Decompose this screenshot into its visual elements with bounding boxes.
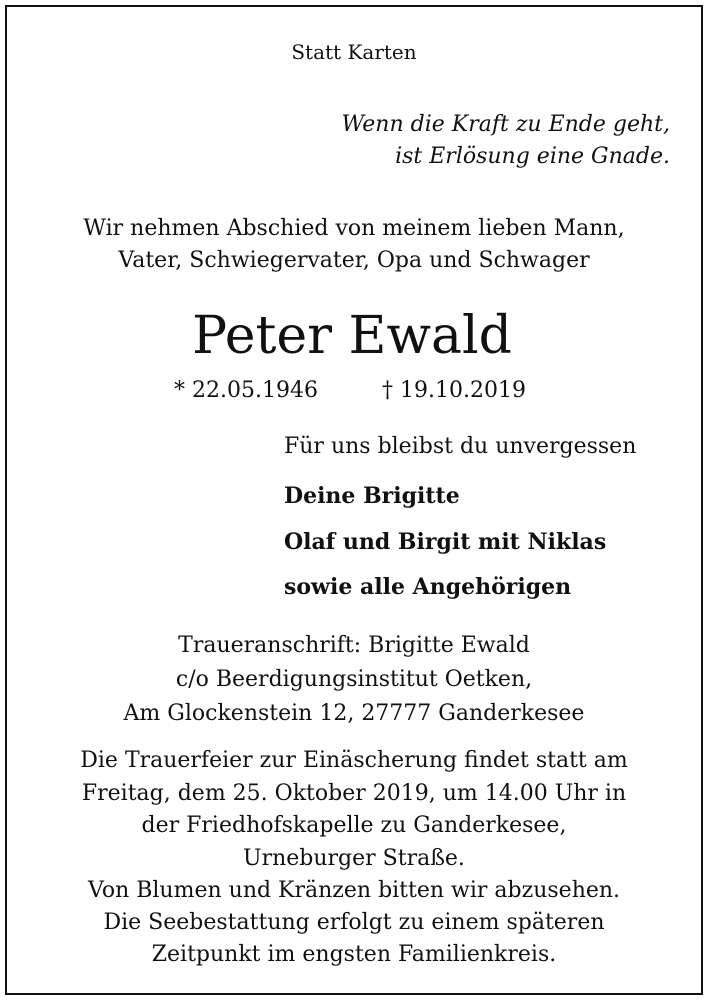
intro-line-2: Vater, Schwiegervater, Opa und Schwager bbox=[118, 248, 590, 273]
mourner-1: Deine Brigitte bbox=[284, 483, 460, 509]
ceremony-line-3: der Friedhofskapelle zu Ganderkesee, bbox=[141, 813, 567, 838]
intro-line-1: Wir nehmen Abschied von meinem lieben Mann, bbox=[83, 216, 625, 241]
ceremony-line-6: Die Seebestattung erfolgt zu einem späteren bbox=[103, 910, 605, 935]
ceremony-line-5: Von Blumen und Kränzen bitten wir abzusehen. bbox=[87, 878, 621, 903]
motto-line-1: Wenn die Kraft zu Ende geht, bbox=[341, 112, 670, 137]
address-line-2: c/o Beerdigungsinstitut Oetken, bbox=[175, 667, 533, 692]
deceased-name: Peter Ewald bbox=[192, 306, 512, 366]
ceremony-line-2: Freitag, dem 25. Oktober 2019, um 14.00 Uhr in bbox=[81, 781, 627, 806]
address-line-1: Traueranschrift: Brigitte Ewald bbox=[178, 633, 530, 658]
ceremony-line-1: Die Trauerfeier zur Einäscherung findet statt am bbox=[80, 748, 628, 773]
death-date: † 19.10.2019 bbox=[382, 378, 526, 403]
ceremony-line-7: Zeitpunkt im engsten Familienkreis. bbox=[151, 942, 557, 967]
birth-date: * 22.05.1946 bbox=[174, 378, 318, 403]
statt-karten-heading: Statt Karten bbox=[291, 40, 417, 64]
ceremony-line-4: Urneburger Straße. bbox=[243, 846, 465, 871]
mourner-2: Olaf und Birgit mit Niklas bbox=[284, 529, 607, 555]
motto-line-2: ist Erlösung eine Gnade. bbox=[395, 144, 670, 169]
address-line-3: Am Glockenstein 12, 27777 Ganderkesee bbox=[123, 701, 585, 726]
mourner-3: sowie alle Angehörigen bbox=[284, 574, 572, 600]
remembrance-line: Für uns bleibst du unvergessen bbox=[284, 434, 637, 459]
